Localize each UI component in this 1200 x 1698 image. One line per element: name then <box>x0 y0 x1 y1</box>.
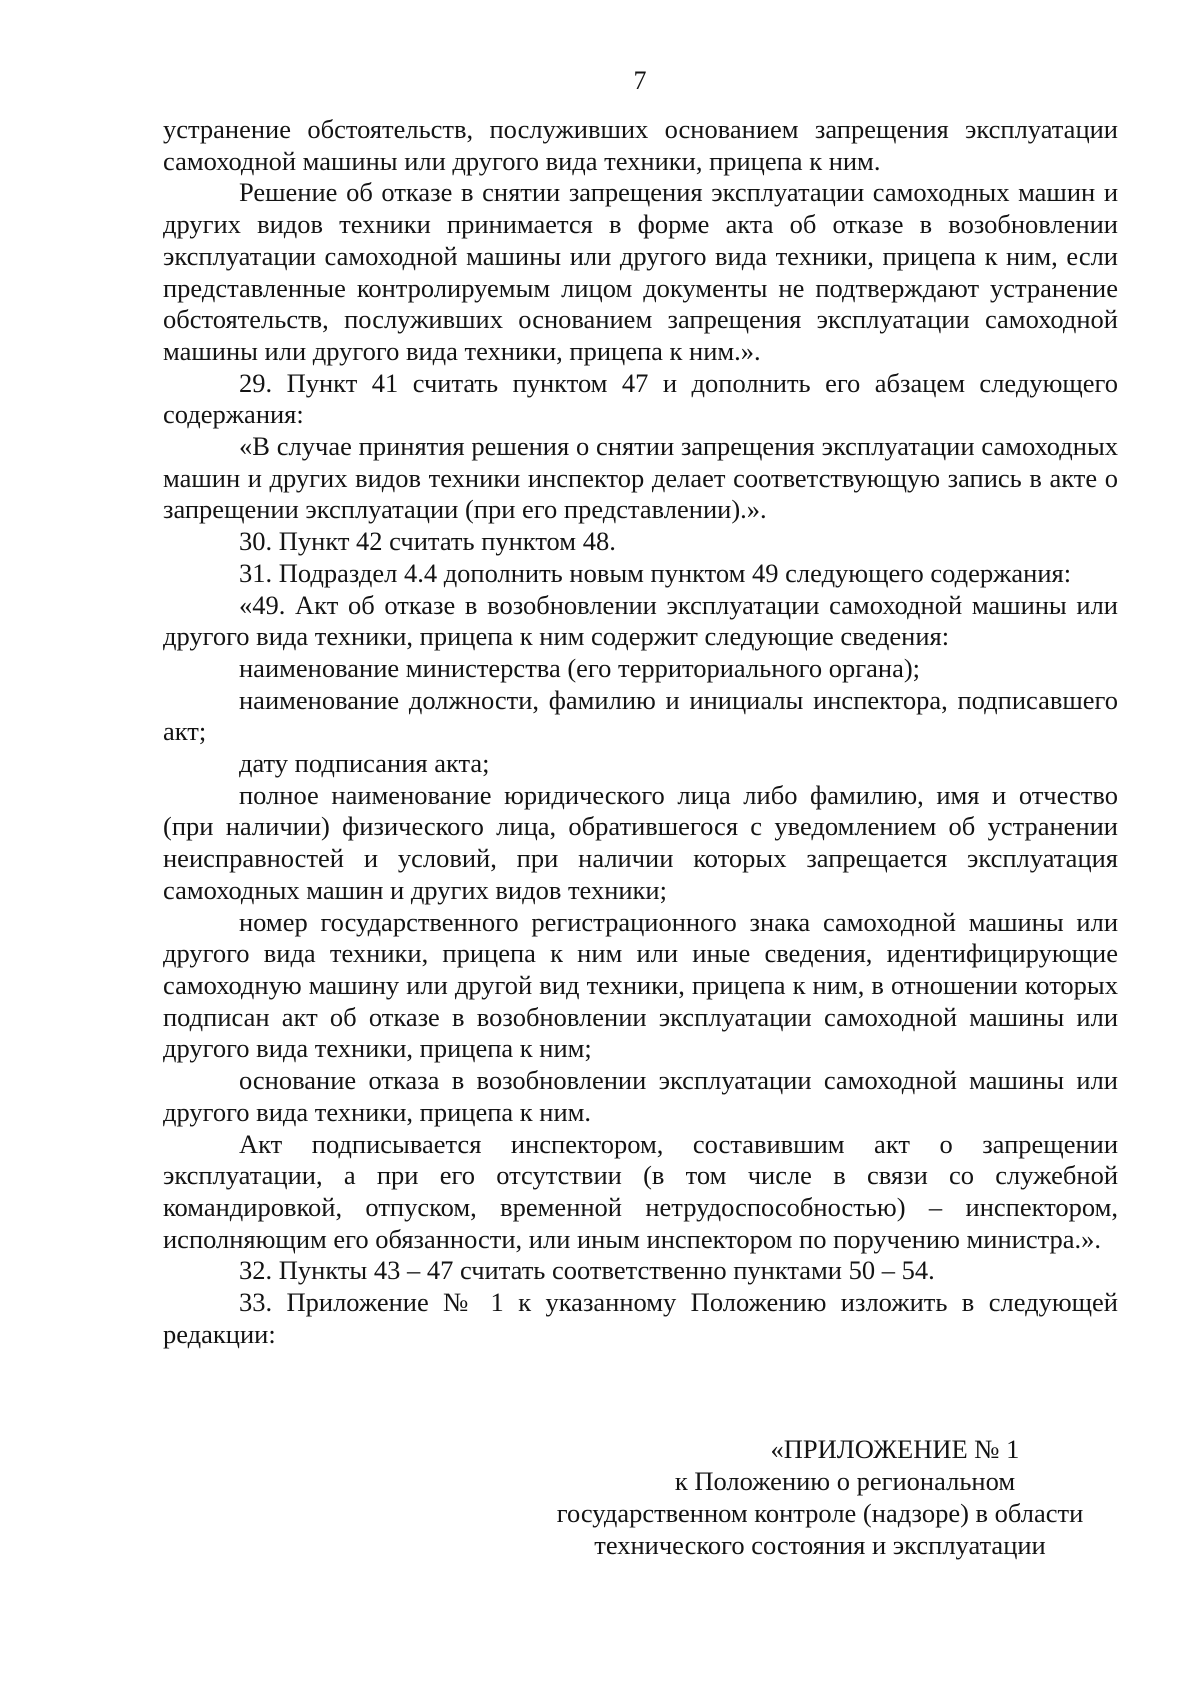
paragraph: основание отказа в возобновлении эксплуатации самоходной машины или другого вида техники, прицепа к ним. <box>163 1065 1118 1127</box>
paragraph: 29. Пункт 41 считать пунктом 47 и дополнить его абзацем следующего содержания: <box>163 367 1118 430</box>
appendix-line: государственном контроле (надзоре) в области <box>556 1498 1084 1528</box>
paragraph: 30. Пункт 42 считать пунктом 48. <box>239 526 616 557</box>
paragraph: «49. Акт об отказе в возобновлении эксплуатации самоходной машины или другого вида техники, прицепа к ним содержит следующие сведения: <box>163 589 1118 652</box>
paragraph: «В случае принятия решения о снятии запрещения эксплуатации самоходных машин и других видов техники инспектор делает соответствующую запись в акте о запрещении эксплуатации (при его представлении).». <box>163 431 1118 525</box>
paragraph: наименование должности, фамилию и инициалы инспектора, подписавшего акт; <box>163 684 1118 747</box>
paragraph: Акт подписывается инспектором, составившим акт о запрещении эксплуатации, а при его отсутствии (в том числе в связи со служебной командировкой, отпуском, временной нетрудоспособностью) – инспектором, исполняющим его обязанности, или иным инспектором по поручению министра.». <box>163 1128 1118 1254</box>
paragraph: устранение обстоятельств, послуживших основанием запрещения эксплуатации самоходной машины или другого вида техники, прицепа к ним. <box>163 114 1118 176</box>
appendix-line: к Положению о региональном <box>674 1466 1016 1496</box>
paragraph: полное наименование юридического лица либо фамилию, имя и отчество (при наличии) физического лица, обратившегося с уведомлением об устранении неисправностей и условий, при наличии которых запрещается эксплуатация самоходных машин и других видов техники; <box>163 779 1118 905</box>
paragraph: 31. Подраздел 4.4 дополнить новым пунктом 49 следующего содержания: <box>239 557 1072 588</box>
paragraph: Решение об отказе в снятии запрещения эксплуатации самоходных машин и других видов техники принимается в форме акта об отказе в возобновлении эксплуатации самоходной машины или другого вида техники, прицепа к ним, если представленные контролируемым лицом документы не подтверждают устранение обстоятельств, послуживших основанием запрещения эксплуатации самоходной машины или другого вида техники, прицепа к ним.». <box>163 177 1118 366</box>
page-number: 7 <box>633 66 647 95</box>
document-body <box>163 114 1118 1350</box>
paragraph: 33. Приложение № 1 к указанному Положению изложить в следующей редакции: <box>163 1287 1118 1349</box>
appendix-line: технического состояния и эксплуатации <box>594 1530 1046 1560</box>
paragraph: номер государственного регистрационного знака самоходной машины или другого вида техники, прицепа к ним или иные сведения, идентифицирующие самоходную машину или другой вид техники, прицепа к ним, в отношении которых подписан акт об отказе в возобновлении эксплуатации самоходной машины или другого вида техники, прицепа к ним; <box>163 906 1118 1064</box>
paragraph: 32. Пункты 43 – 47 считать соответственно пунктами 50 – 54. <box>239 1255 935 1286</box>
paragraph: дату подписания акта; <box>239 748 490 779</box>
paragraph: наименование министерства (его территориального органа); <box>239 652 921 683</box>
appendix-title: «ПРИЛОЖЕНИЕ № 1 <box>770 1434 1020 1464</box>
appendix-header <box>520 1433 1120 1561</box>
